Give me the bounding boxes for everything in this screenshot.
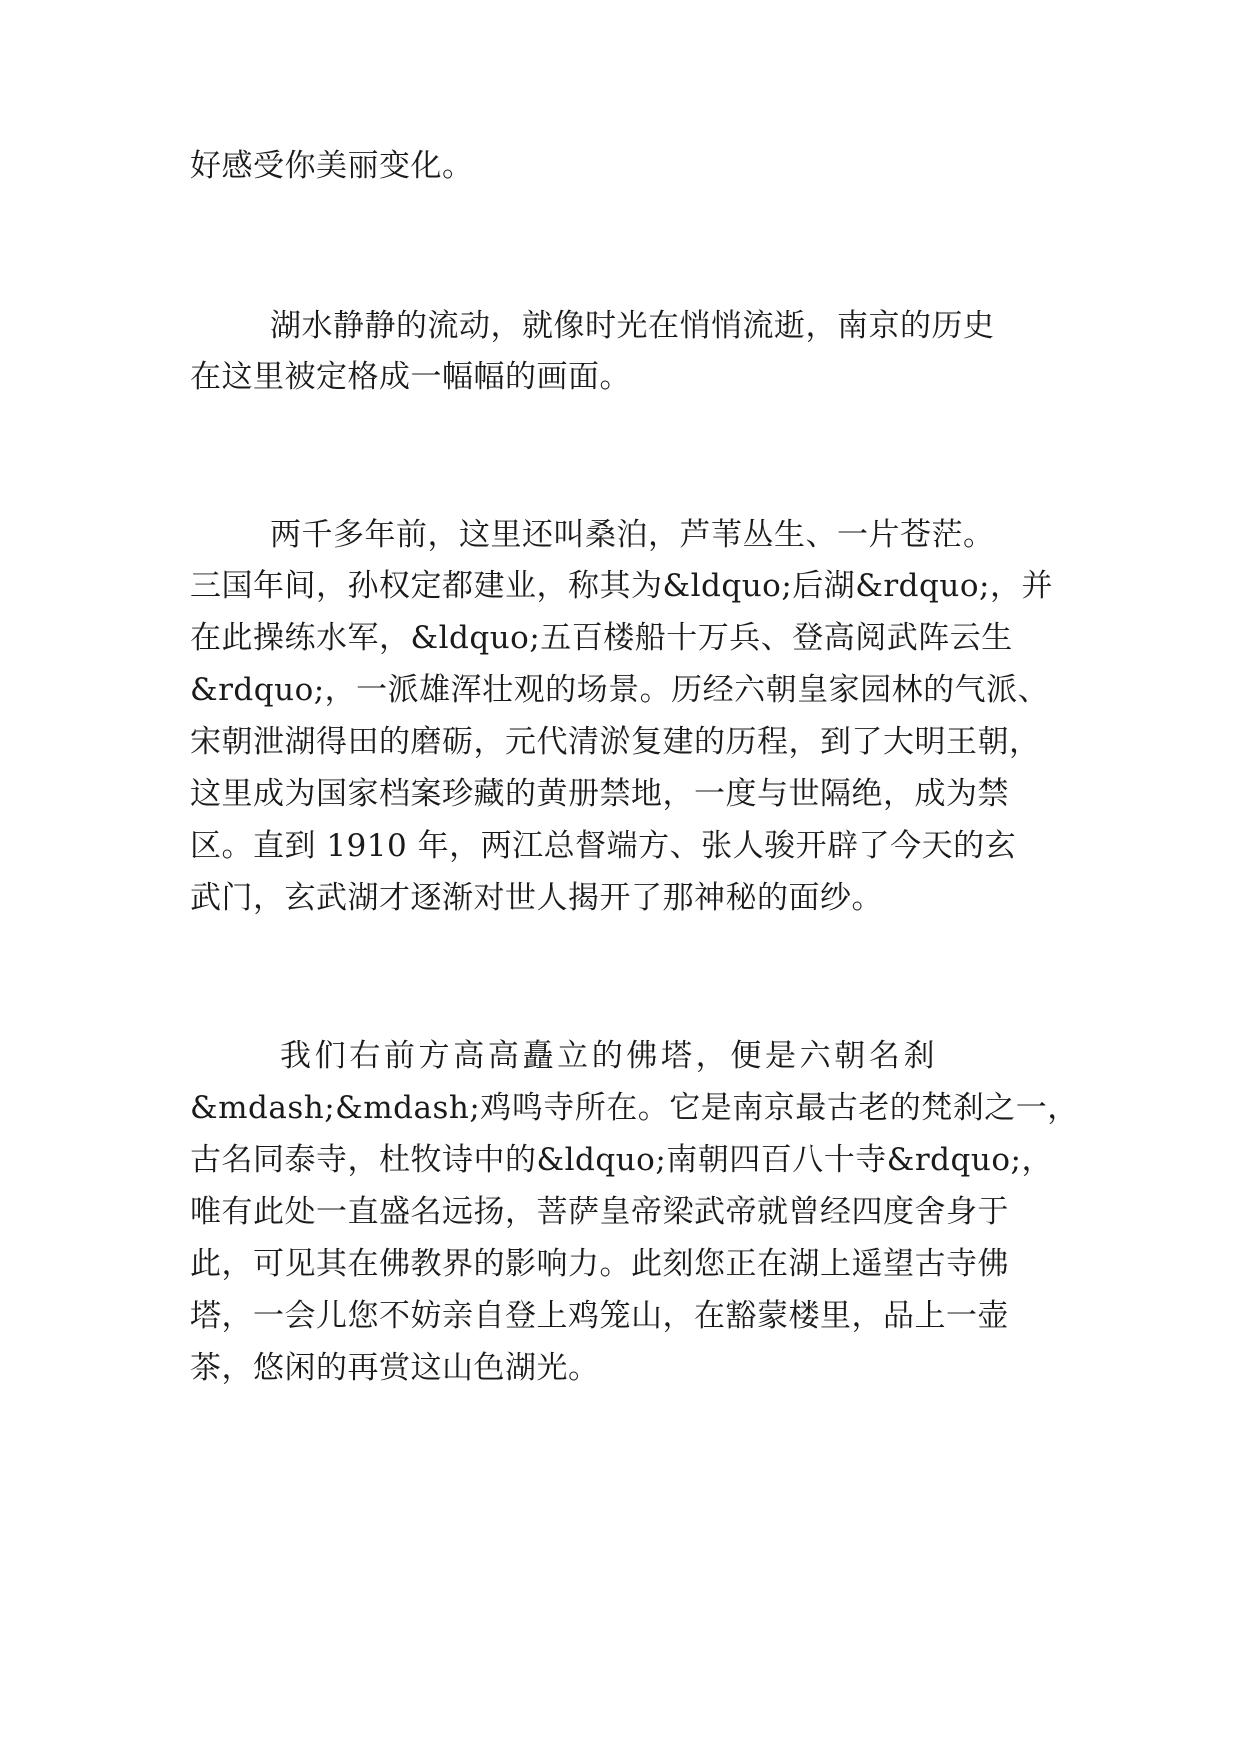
paragraph-line: 三国年间，孙权定都建业，称其为&ldquo;后湖&rdquo;，并 [190, 568, 1053, 604]
paragraph-line: 在此操练水军，&ldquo;五百楼船十万兵、登高阅武阵云生 [190, 620, 1013, 656]
paragraph-line: 茶，悠闲的再赏这山色湖光。 [190, 1350, 600, 1386]
paragraph-line: &mdash;&mdash;鸡鸣寺所在。它是南京最古老的梵刹之一， [190, 1090, 1079, 1126]
paragraph-line: 宋朝泄湖得田的磨砺，元代清淤复建的历程，到了大明王朝， [190, 724, 1041, 760]
paragraph-line: 区。直到 1910 年，两江总督端方、张人骏开辟了今天的玄 [190, 828, 1017, 864]
paragraph-line: &rdquo;，一派雄浑壮观的场景。历经六朝皇家园林的气派、 [190, 672, 1050, 708]
paragraph-line: 武门，玄武湖才逐渐对世人揭开了那神秘的面纱。 [190, 880, 883, 916]
paragraph-line: 这里成为国家档案珍藏的黄册禁地，一度与世隔绝，成为禁 [190, 776, 1009, 812]
paragraph-line: 两千多年前，这里还叫桑泊，芦苇丛生、一片苍茫。 [270, 517, 995, 553]
paragraph-line: 唯有此处一直盛名远扬，菩萨皇帝梁武帝就曾经四度舍身于 [190, 1194, 1009, 1230]
paragraph-line: 好感受你美丽变化。 [190, 148, 474, 184]
paragraph-line: 古名同泰寺，杜牧诗中的&ldquo;南朝四百八十寺&rdquo;， [190, 1142, 1053, 1178]
paragraph-line: 湖水静静的流动，就像时光在悄悄流逝，南京的历史 [270, 308, 995, 344]
paragraph-line: 塔，一会儿您不妨亲自登上鸡笼山，在豁蒙楼里，品上一壶 [190, 1298, 1009, 1334]
paragraph-line: 此，可见其在佛教界的影响力。此刻您正在湖上遥望古寺佛 [190, 1246, 1009, 1282]
paragraph-line: 在这里被定格成一幅幅的画面。 [190, 359, 631, 395]
paragraph-line: 我们右前方高高矗立的佛塔，便是六朝名刹 [280, 1038, 935, 1074]
